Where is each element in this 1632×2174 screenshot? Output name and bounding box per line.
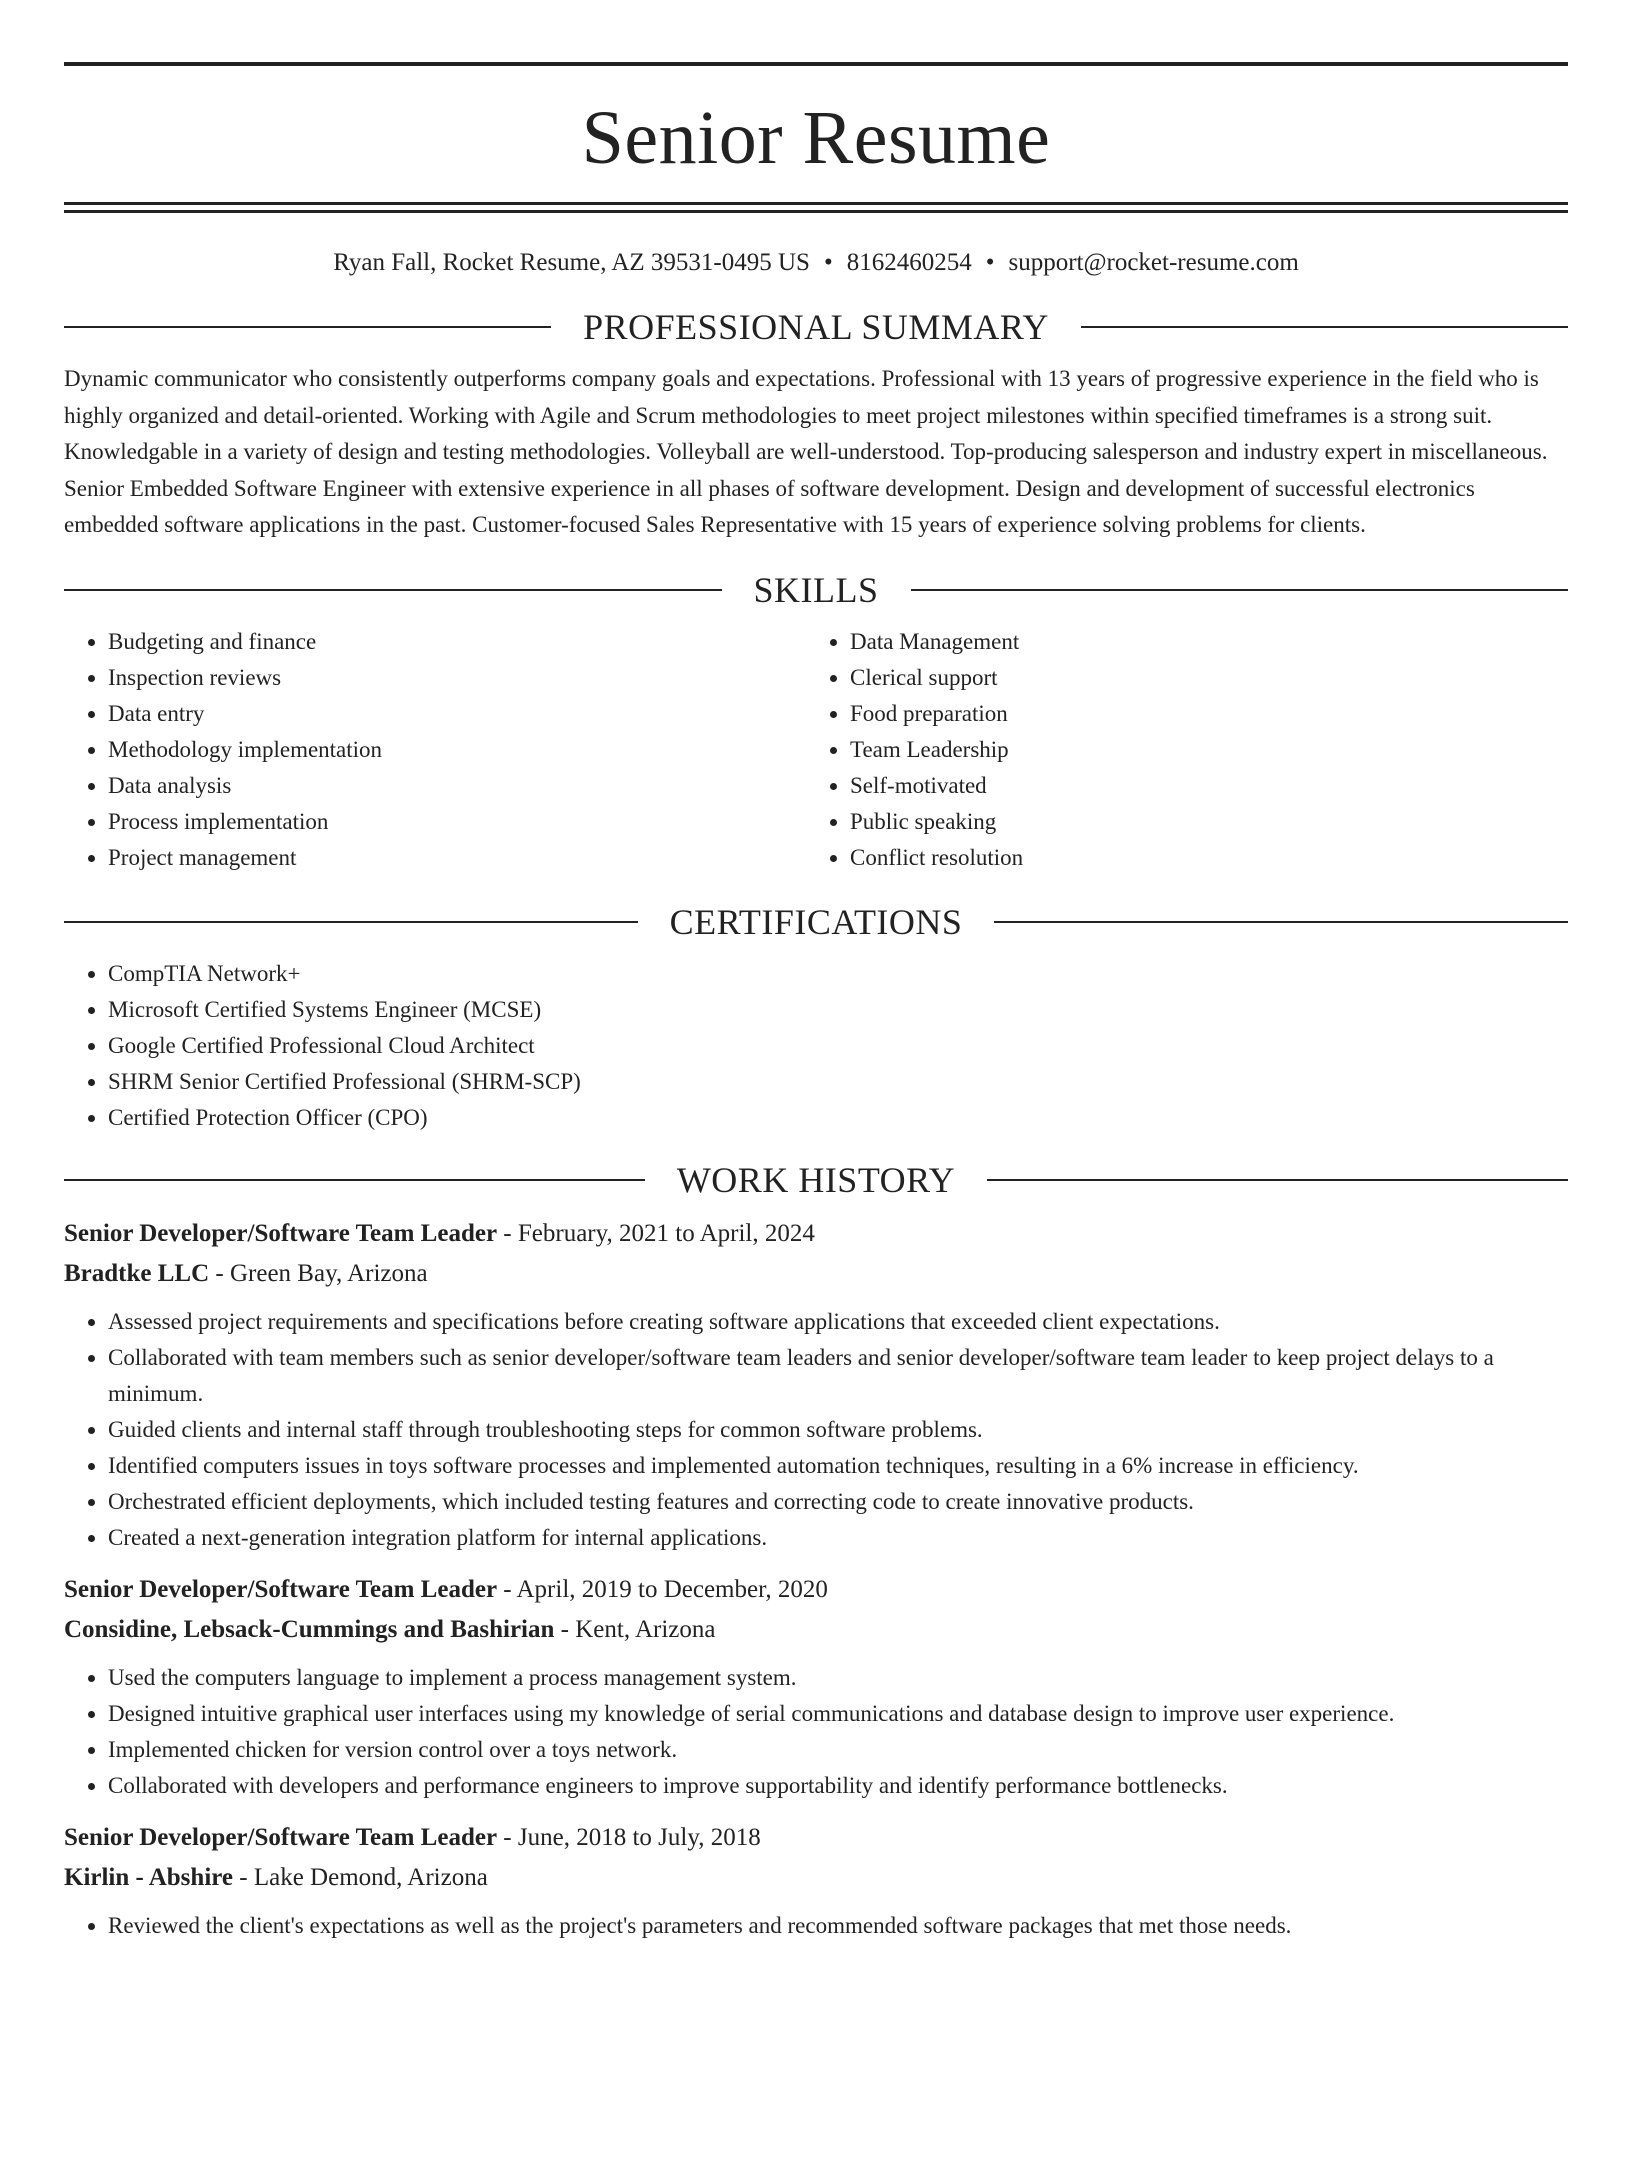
heading-rule xyxy=(64,1179,645,1181)
work-heading xyxy=(64,1158,1568,1202)
heading-rule xyxy=(987,1179,1568,1181)
heading-rule xyxy=(64,589,722,591)
work-history-list xyxy=(64,1214,1568,1944)
skills-column-left xyxy=(64,624,806,876)
contact-phone: 8162460254 xyxy=(846,249,972,276)
job-dates: April, 2019 to December, 2020 xyxy=(516,1575,828,1603)
heading-rule xyxy=(64,921,638,923)
job-title-line: Senior Developer/Software Team Leader - February, 2021 to April, 2024 xyxy=(64,1219,815,1247)
job-dates: February, 2021 to April, 2024 xyxy=(517,1219,815,1247)
certification-item: • Microsoft Certified Systems Engineer (MCSE) xyxy=(108,992,1568,1028)
job-bullets xyxy=(64,1660,1568,1804)
job-bullet: • Created a next-generation integration platform for internal applications. xyxy=(108,1520,1568,1556)
heading-rule xyxy=(64,326,551,328)
certification-item: • Certified Protection Officer (CPO) xyxy=(108,1100,1568,1136)
certifications-heading xyxy=(64,900,1568,944)
contact-address: Ryan Fall, Rocket Resume, AZ 39531-0495 US xyxy=(333,249,810,276)
contact-email: support@rocket-resume.com xyxy=(1008,249,1299,276)
skill-item: • Self-motivated xyxy=(850,768,1548,804)
job-bullet: • Guided clients and internal staff through troubleshooting steps for common software problems. xyxy=(108,1412,1568,1448)
job-location: Kent, Arizona xyxy=(575,1615,716,1643)
job-company: Kirlin - Abshire xyxy=(64,1863,234,1891)
skill-item: • Project management xyxy=(108,840,806,876)
job-bullets xyxy=(64,1908,1568,1944)
skill-item: • Food preparation xyxy=(850,696,1548,732)
skill-item: • Conflict resolution xyxy=(850,840,1548,876)
summary-heading xyxy=(64,305,1568,349)
skill-item: • Data analysis xyxy=(108,768,806,804)
skills-heading xyxy=(64,568,1568,612)
skill-item: • Public speaking xyxy=(850,804,1548,840)
job-bullet: • Used the computers language to implement a process management system. xyxy=(108,1660,1568,1696)
header-top-rule xyxy=(64,62,1568,66)
page-title: Senior Resume xyxy=(581,96,1051,180)
job-bullets xyxy=(64,1304,1568,1556)
skill-item: • Process implementation xyxy=(108,804,806,840)
job-bullet: • Implemented chicken for version control over a toys network. xyxy=(108,1732,1568,1768)
job-title: Senior Developer/Software Team Leader xyxy=(64,1575,498,1603)
skill-item: • Data entry xyxy=(108,696,806,732)
job-company-line: Considine, Lebsack-Cummings and Bashirian - Kent, Arizona xyxy=(64,1615,716,1643)
job-title-line: Senior Developer/Software Team Leader - June, 2018 to July, 2018 xyxy=(64,1823,761,1851)
certifications-list xyxy=(64,956,1568,1136)
job-title: Senior Developer/Software Team Leader xyxy=(64,1823,498,1851)
contact-separator: • xyxy=(985,249,995,276)
job-company-line: Kirlin - Abshire - Lake Demond, Arizona xyxy=(64,1863,488,1891)
skill-item: • Clerical support xyxy=(850,660,1548,696)
job-bullet: • Designed intuitive graphical user interfaces using my knowledge of serial communications and database design to improve user experience. xyxy=(108,1696,1568,1732)
certification-item: • CompTIA Network+ xyxy=(108,956,1568,992)
contact-separator: • xyxy=(823,249,833,276)
resume-page xyxy=(0,62,1632,2174)
certification-item: • SHRM Senior Certified Professional (SHRM-SCP) xyxy=(108,1064,1568,1100)
skills-heading-label: SKILLS xyxy=(753,569,879,610)
skills-column-right xyxy=(806,624,1548,876)
job-company-line: Bradtke LLC - Green Bay, Arizona xyxy=(64,1259,428,1287)
job-bullet: • Collaborated with team members such as senior developer/software team leaders and senior developer/software team leader to keep project delays to a minimum. xyxy=(108,1340,1568,1412)
job-company: Bradtke LLC xyxy=(64,1259,210,1287)
job-bullet: • Assessed project requirements and specifications before creating software applications that exceeded client expectations. xyxy=(108,1304,1568,1340)
skill-item: • Methodology implementation xyxy=(108,732,806,768)
summary-heading-label: PROFESSIONAL SUMMARY xyxy=(583,307,1049,347)
skill-item: • Team Leadership xyxy=(850,732,1548,768)
job-title: Senior Developer/Software Team Leader xyxy=(64,1219,498,1247)
job-company: Considine, Lebsack-Cummings and Bashirian xyxy=(64,1615,555,1643)
skill-item: • Budgeting and finance xyxy=(108,624,806,660)
skill-item: • Data Management xyxy=(850,624,1548,660)
skill-item: • Inspection reviews xyxy=(108,660,806,696)
skills-list xyxy=(64,624,1568,876)
job-bullet: • Orchestrated efficient deployments, which included testing features and correcting code to create innovative products. xyxy=(108,1484,1568,1520)
contact-line xyxy=(64,247,1568,279)
heading-rule xyxy=(1081,326,1568,328)
job-title-line: Senior Developer/Software Team Leader - April, 2019 to December, 2020 xyxy=(64,1575,828,1603)
certification-item: • Google Certified Professional Cloud Architect xyxy=(108,1028,1568,1064)
job-entry xyxy=(64,1570,1568,1804)
job-entry xyxy=(64,1214,1568,1556)
certifications-heading-label: CERTIFICATIONS xyxy=(669,901,963,942)
heading-rule xyxy=(994,921,1568,923)
job-location: Lake Demond, Arizona xyxy=(253,1863,488,1891)
heading-rule xyxy=(911,589,1569,591)
header-double-rule xyxy=(64,202,1568,213)
job-bullet: • Collaborated with developers and performance engineers to improve supportability and identify performance bottlenecks. xyxy=(108,1768,1568,1804)
job-bullet: • Identified computers issues in toys software processes and implemented automation techniques, resulting in a 6% increase in efficiency. xyxy=(108,1448,1568,1484)
job-dates: June, 2018 to July, 2018 xyxy=(517,1823,761,1851)
job-location: Green Bay, Arizona xyxy=(229,1259,428,1287)
work-heading-label: WORK HISTORY xyxy=(676,1159,956,1200)
job-entry xyxy=(64,1818,1568,1944)
summary-text: Dynamic communicator who consistently outperforms company goals and expectations. Professional with 13 years of progressive experience in the field who is highly organized and detail-oriented. Working with Agile and Scrum methodologies to meet project milestones within specified timeframes is a strong suit. Knowledgable in a variety of design and testing methodologies. Volleyball are well-understood. Top-producing salesperson and industry expert in miscellaneous. Senior Embedded Software Engineer with extensive experience in all phases of software development. Design and development of successful electronics embedded software applications in the past. Customer-focused Sales Representative with 15 years of experience solving problems for clients. xyxy=(64,366,1548,537)
job-bullet: • Reviewed the client's expectations as well as the project's parameters and recommended software packages that met those needs. xyxy=(108,1908,1568,1944)
